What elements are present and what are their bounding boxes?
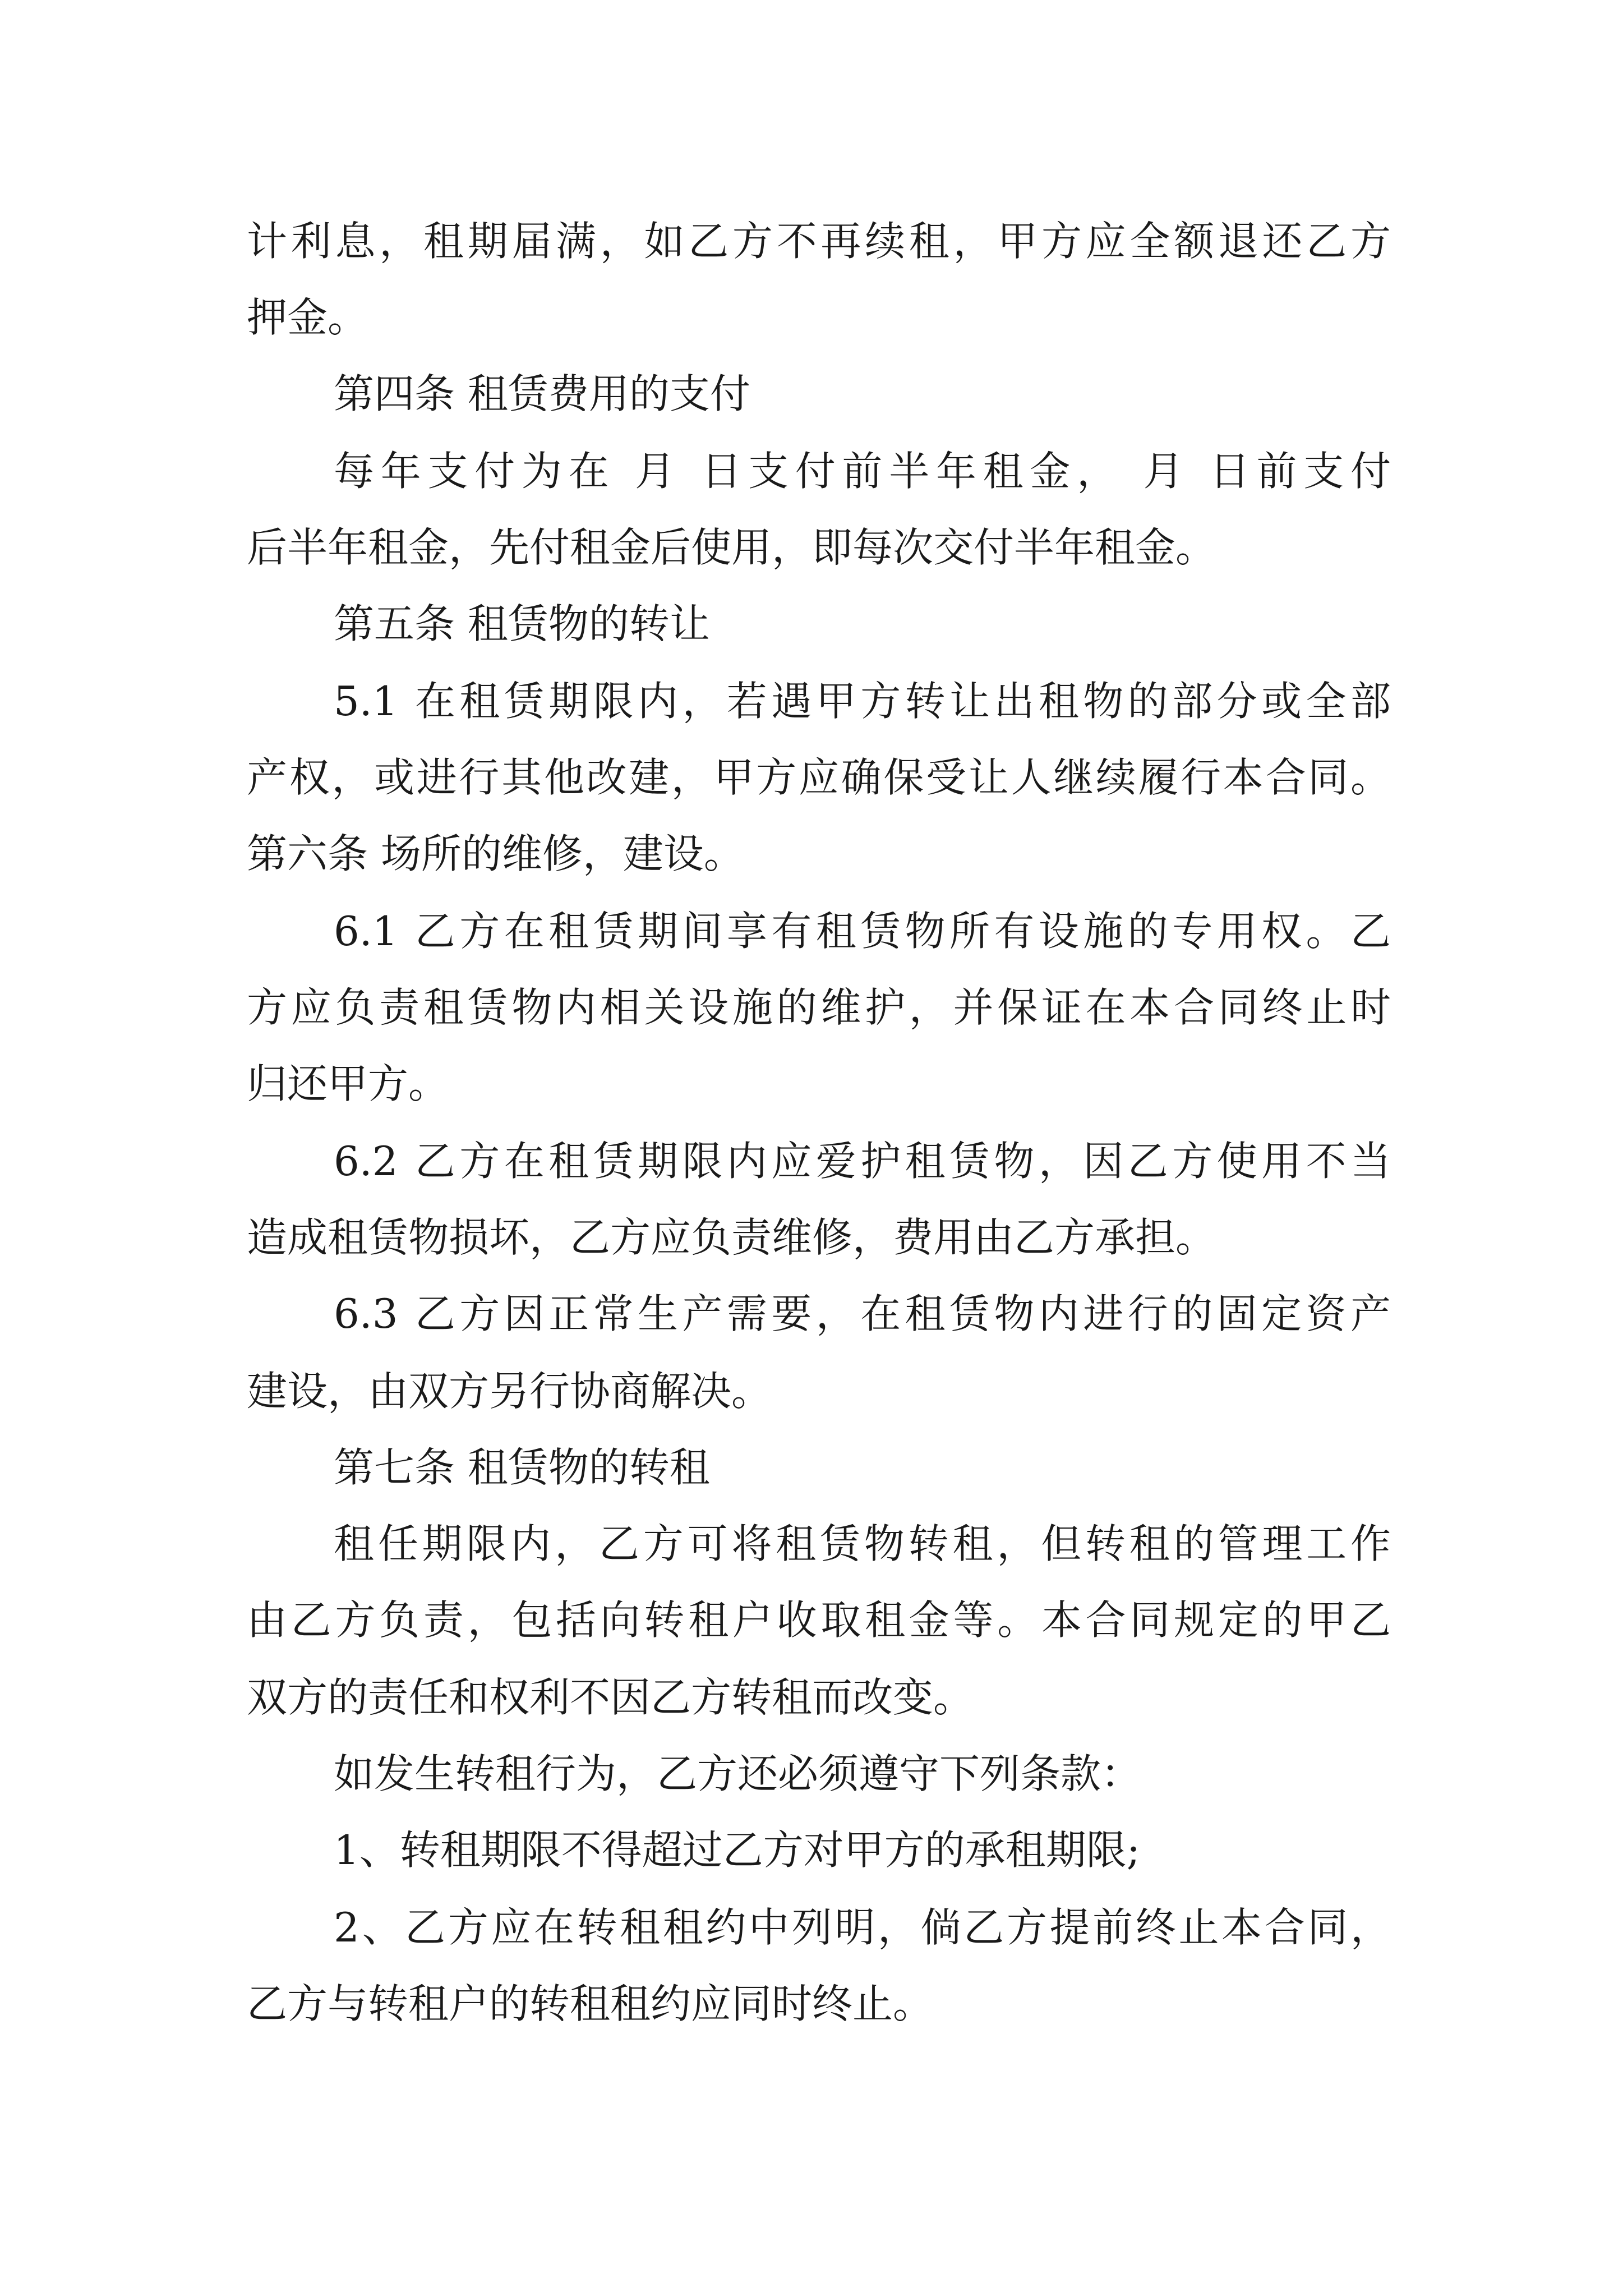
text-line: 后半年租金，先付租金后使用，即每次交付半年租金。 (247, 524, 1216, 571)
text-line: 乙方与转租户的转租租约应同时终止。 (247, 1980, 934, 2027)
text-line: 6.2 乙方在租赁期限内应爱护租赁物，因乙方使用不当 (334, 1138, 1391, 1185)
text-line: 6.1 乙方在租赁期间享有租赁物所有设施的专用权。乙 (334, 908, 1391, 955)
text-line: 租任期限内，乙方可将租赁物转租，但转租的管理工作 (334, 1520, 1391, 1567)
text-line: 每年支付为在 月 日支付前半年租金， 月 日前支付 (334, 448, 1391, 495)
text-line: 计利息，租期届满，如乙方不再续租，甲方应全额退还乙方 (247, 218, 1391, 265)
text-line: 6.3 乙方因正常生产需要，在租赁物内进行的固定资产 (334, 1290, 1391, 1337)
section-heading: 第五条 租赁物的转让 (334, 600, 710, 647)
text-line: 造成租赁物损坏，乙方应负责维修，费用由乙方承担。 (247, 1214, 1216, 1261)
text-line: 5.1 在租赁期限内，若遇甲方转让出租物的部分或全部 (334, 678, 1391, 725)
section-heading: 第六条 场所的维修，建设。 (247, 830, 744, 877)
text-line: 押金。 (247, 294, 368, 341)
text-line: 如发生转租行为，乙方还必须遵守下列条款： (334, 1750, 1142, 1797)
text-line: 产权，或进行其他改建，甲方应确保受让人继续履行本合同。 (247, 754, 1391, 801)
text-line: 2、乙方应在转租租约中列明，倘乙方提前终止本合同， (334, 1904, 1391, 1951)
text-line: 1、转租期限不得超过乙方对甲方的承租期限; (334, 1826, 1141, 1874)
text-line: 建设，由双方另行协商解决。 (247, 1368, 772, 1415)
text-line: 方应负责租赁物内相关设施的维护，并保证在本合同终止时 (247, 984, 1391, 1031)
text-line: 归还甲方。 (247, 1060, 449, 1107)
section-heading: 第七条 租赁物的转租 (334, 1444, 710, 1491)
section-heading: 第四条 租赁费用的支付 (334, 370, 750, 417)
text-line: 由乙方负责，包括向转租户收取租金等。本合同规定的甲乙 (247, 1596, 1391, 1644)
text-line: 双方的责任和权利不因乙方转租而改变。 (247, 1674, 974, 1721)
